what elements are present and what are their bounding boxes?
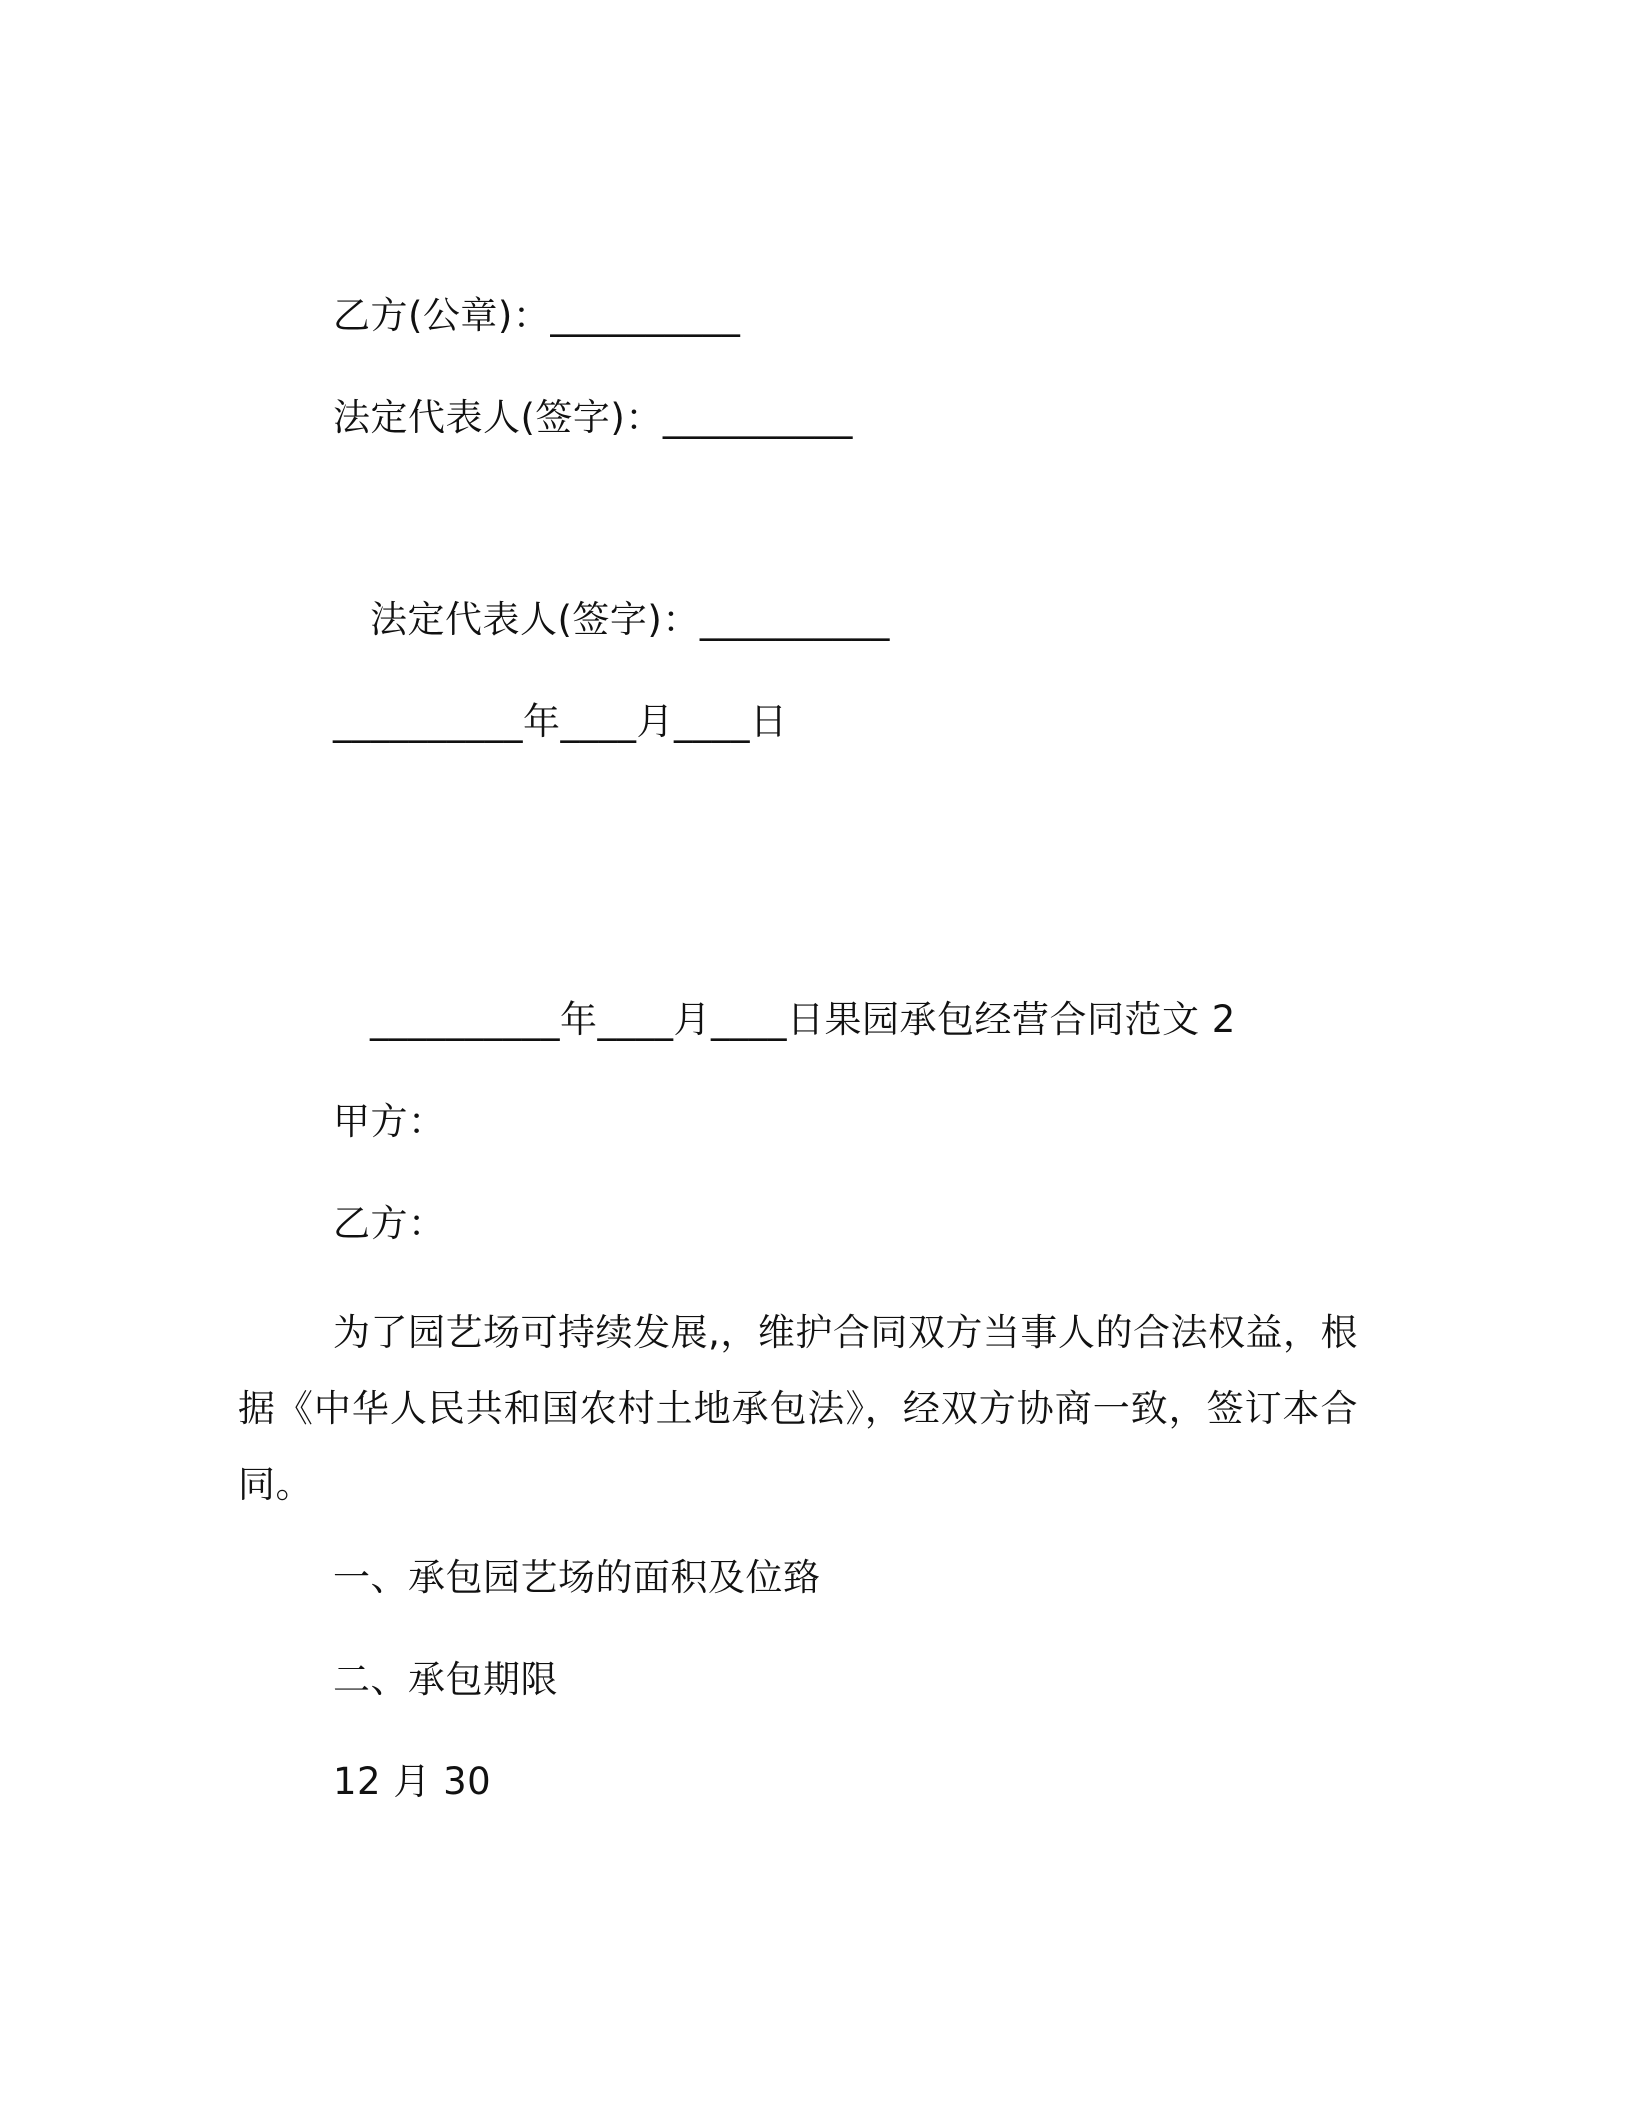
- party-b-label: 乙方：: [333, 1202, 446, 1245]
- section-heading-area-location: 一、承包园艺场的面积及位臵: [333, 1556, 821, 1599]
- party-a-label: 甲方：: [333, 1100, 446, 1143]
- section-heading-term: 二、承包期限: [333, 1658, 558, 1701]
- signature-date-line: __________年____月____日: [333, 700, 788, 743]
- preamble-paragraph: 为了园艺场可持续发展,，维护合同双方当事人的合法权益，根据《中华人民共和国农村土地承包法》，经双方协商一致，签订本合同。: [238, 1311, 1358, 1506]
- legal-representative-line-second: 法定代表人(签字)：__________: [370, 598, 890, 641]
- contract-title: __________年____月____日果园承包经营合同范文 2: [370, 998, 1236, 1041]
- term-date-fragment: 12 月 30: [333, 1760, 492, 1803]
- party-b-seal-line: 乙方(公章)：__________: [333, 294, 741, 337]
- legal-representative-line: 法定代表人(签字)：__________: [333, 396, 853, 439]
